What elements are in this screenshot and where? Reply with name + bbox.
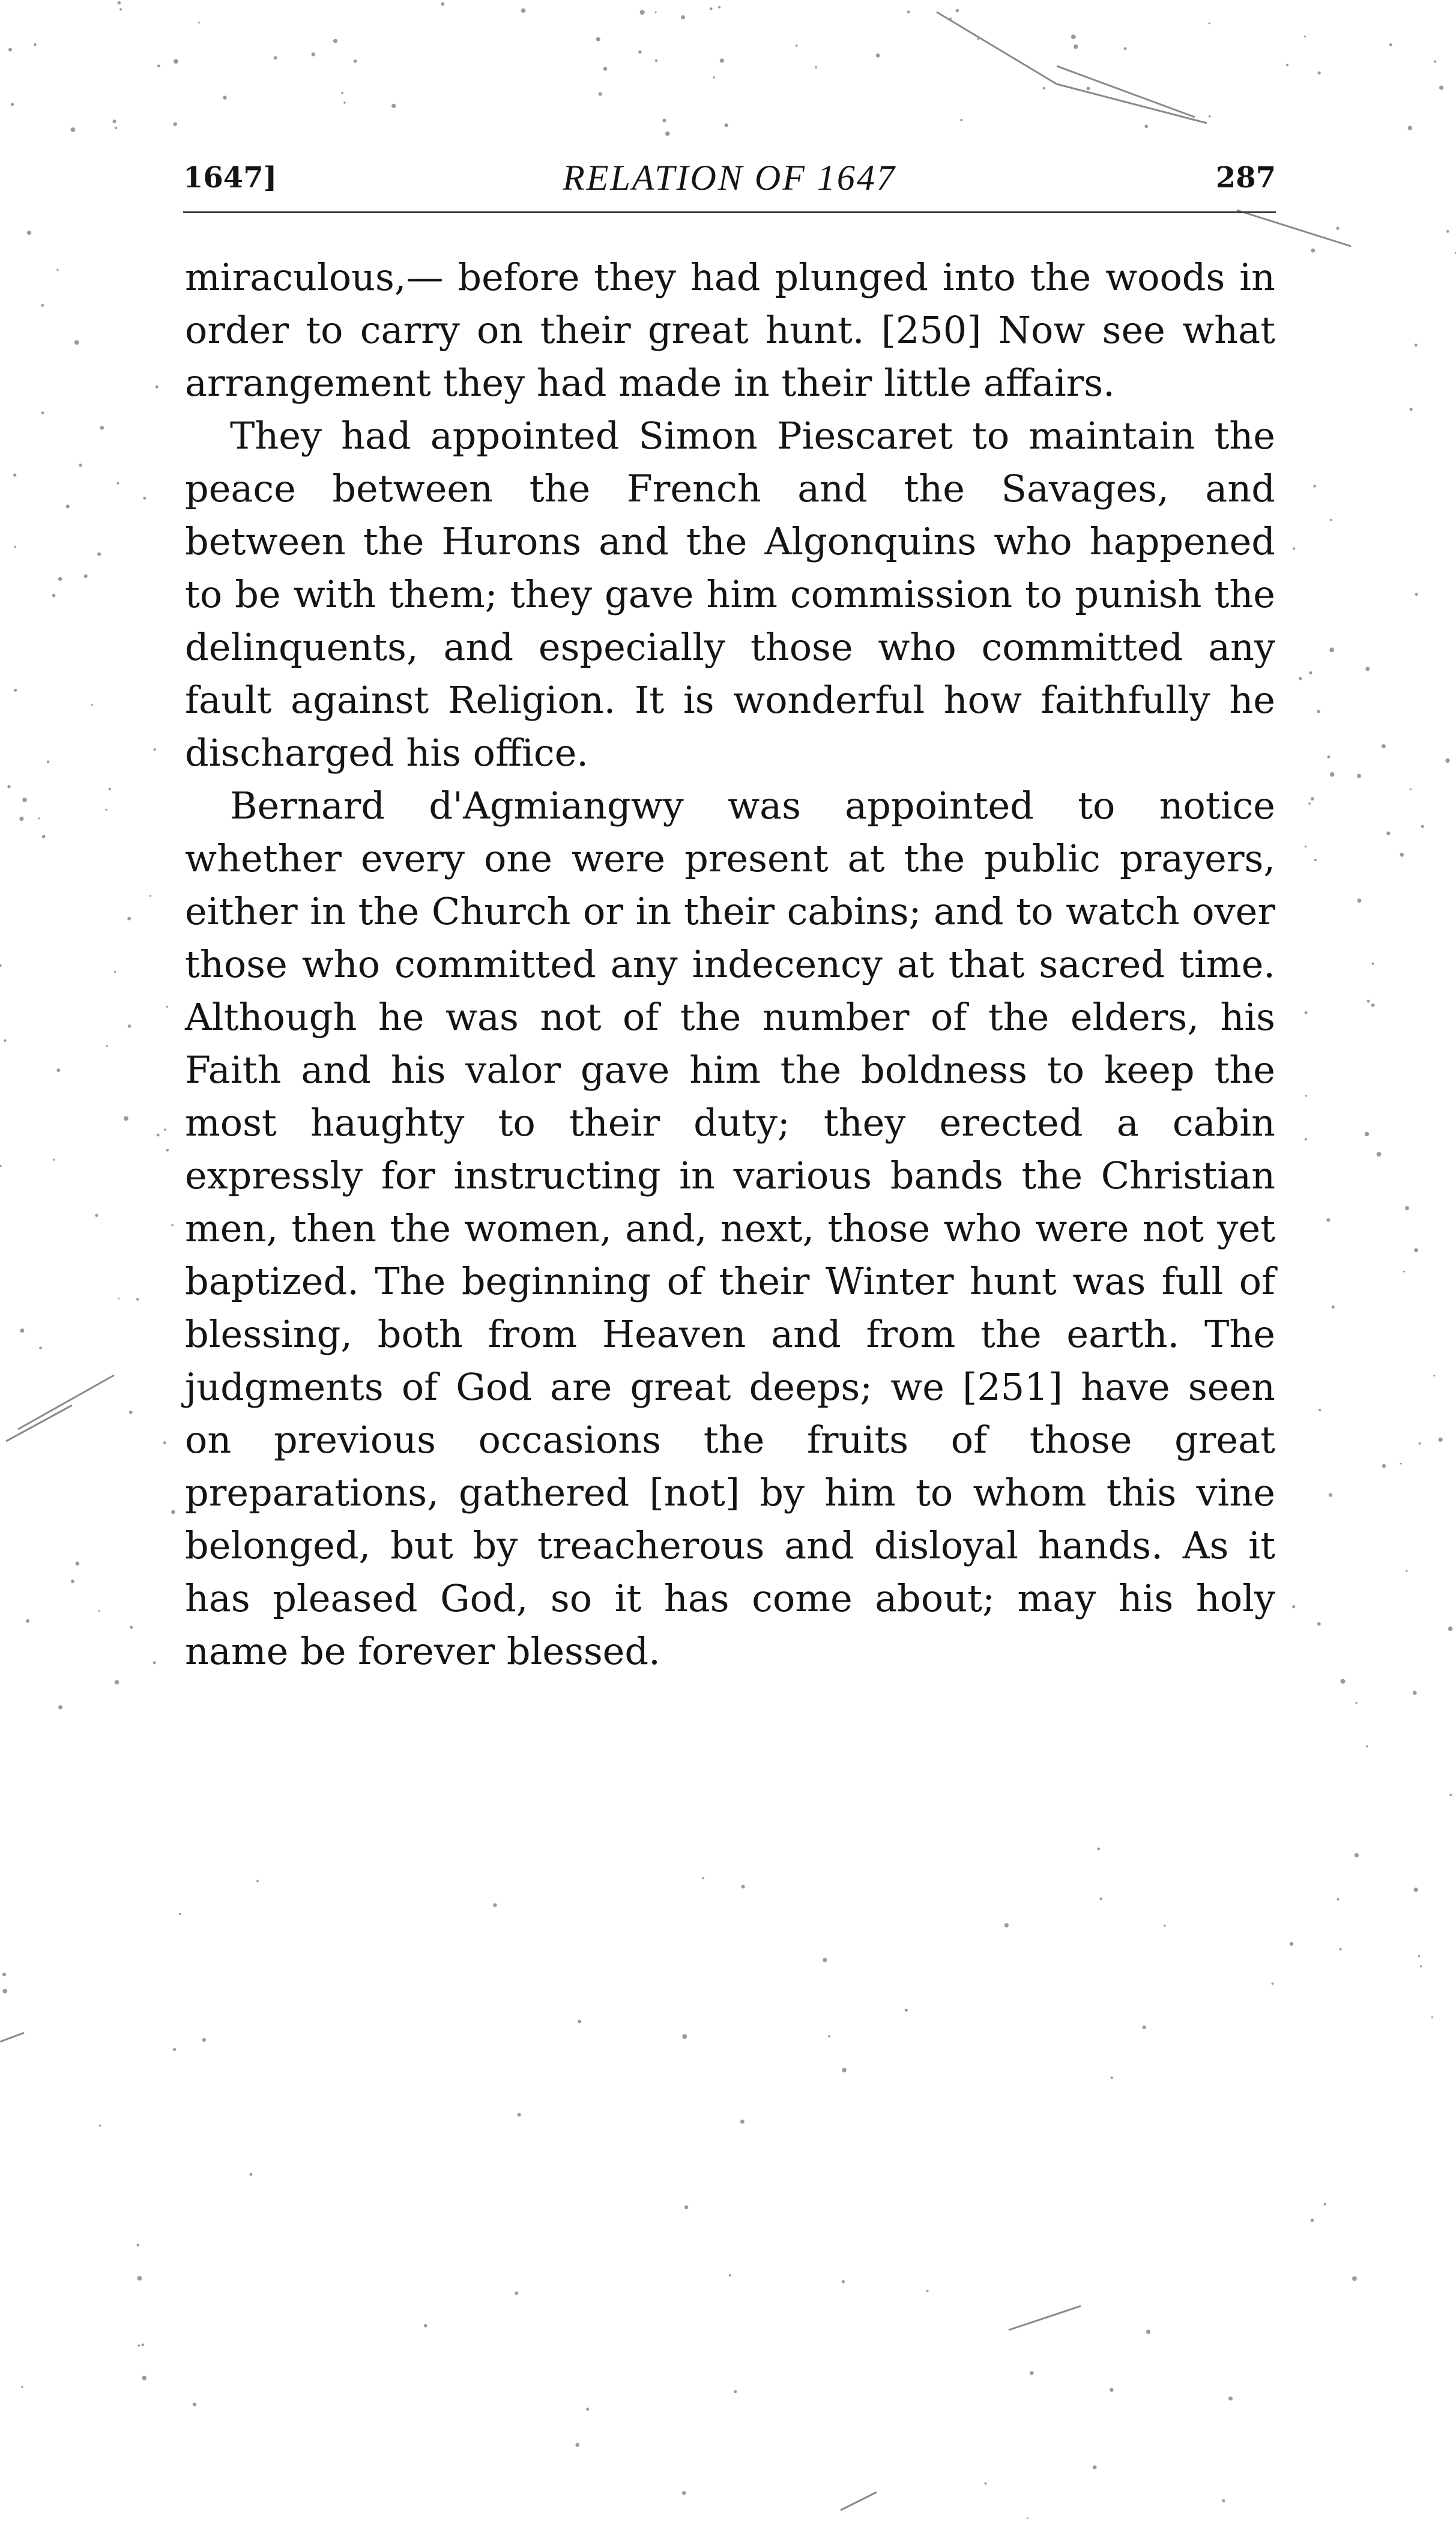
scan-speckle bbox=[154, 748, 156, 751]
header-rule bbox=[183, 211, 1276, 213]
scan-speckle bbox=[718, 6, 720, 8]
scan-speckle bbox=[575, 2443, 579, 2447]
scan-speckle bbox=[20, 1328, 24, 1333]
scan-speckle bbox=[11, 103, 14, 106]
scan-speckle bbox=[1317, 1622, 1321, 1626]
scan-speckle bbox=[115, 1680, 119, 1684]
scan-speckle bbox=[1305, 1011, 1308, 1014]
scan-speckle bbox=[586, 2407, 589, 2410]
scan-speckle bbox=[960, 119, 962, 121]
scan-speckle bbox=[682, 2491, 686, 2495]
scan-speckle bbox=[655, 11, 657, 13]
scan-speckle bbox=[1030, 2371, 1034, 2375]
scan-speckle bbox=[1366, 1745, 1368, 1748]
scan-speckle bbox=[742, 1885, 745, 1889]
scan-speckle bbox=[1314, 859, 1317, 861]
scan-speckle bbox=[7, 785, 10, 788]
scan-speckle bbox=[109, 788, 111, 790]
scan-speckle bbox=[163, 1441, 166, 1444]
scan-speckle bbox=[56, 269, 58, 271]
scan-speckle bbox=[1293, 547, 1295, 549]
scan-speckle bbox=[39, 1346, 42, 1349]
scan-speckle bbox=[1143, 2026, 1146, 2029]
scan-speckle bbox=[153, 1661, 156, 1664]
running-head-title: RELATION OF 1647 bbox=[563, 158, 896, 198]
scan-speckle bbox=[1355, 1853, 1359, 1857]
scan-speckle bbox=[734, 2390, 737, 2393]
scan-speckle bbox=[684, 2205, 688, 2209]
scan-speckle bbox=[1304, 35, 1306, 37]
scan-speckle bbox=[842, 2280, 845, 2283]
paragraph-2: They had appointed Simon Piescaret to maintain the peace between the French and the Savages, and between the Hurons and the Algonquins who happened to be with them; they gave him commission to punish the delinquents, and especially those who committed any fault against Religion. It is wonderful how faithfully he discharged his office. bbox=[185, 414, 1275, 775]
scan-speckle bbox=[956, 9, 959, 12]
scan-speckle bbox=[665, 132, 669, 136]
scan-speckle bbox=[1408, 126, 1412, 130]
scan-speckle bbox=[14, 546, 16, 548]
scan-speckle bbox=[1087, 86, 1090, 90]
scan-speckle bbox=[1290, 1942, 1293, 1946]
scan-speckle bbox=[1400, 853, 1404, 857]
scan-speckle bbox=[1311, 249, 1315, 253]
scan-speckle bbox=[662, 119, 666, 123]
scan-speckle bbox=[1308, 802, 1311, 805]
scan-speckle bbox=[1004, 1923, 1009, 1927]
scan-speckle bbox=[97, 552, 101, 556]
scan-speckle bbox=[137, 2344, 140, 2347]
scan-speckle bbox=[198, 22, 200, 23]
scan-speckle bbox=[1329, 647, 1334, 652]
scan-speckle bbox=[157, 64, 160, 67]
scan-speckle bbox=[42, 835, 46, 838]
scan-speckle bbox=[137, 2276, 142, 2281]
scan-speckle bbox=[578, 2020, 581, 2023]
scan-speckle bbox=[702, 1877, 704, 1880]
scan-speckle bbox=[603, 67, 608, 71]
scan-speckle bbox=[71, 127, 76, 132]
scan-speckle bbox=[518, 2113, 521, 2117]
scan-speckle bbox=[13, 473, 16, 476]
scan-speckle bbox=[91, 704, 92, 706]
scan-speckle bbox=[333, 39, 337, 43]
scan-speckle bbox=[1110, 2388, 1113, 2392]
scan-speckle bbox=[127, 917, 131, 921]
scan-speckle bbox=[1305, 846, 1306, 847]
scan-speckle bbox=[343, 101, 346, 104]
scan-speckle bbox=[105, 809, 107, 811]
scan-speckle bbox=[22, 797, 27, 802]
scan-speckle bbox=[1071, 34, 1076, 39]
scan-speckle bbox=[1445, 758, 1449, 763]
scan-speckle bbox=[725, 123, 728, 127]
scan-speckle bbox=[1336, 227, 1339, 230]
scan-speckle bbox=[1305, 1095, 1307, 1097]
scan-speckle bbox=[47, 760, 50, 763]
scan-speckle bbox=[1413, 1691, 1417, 1695]
scan-speckle bbox=[179, 1913, 181, 1916]
scan-speckle bbox=[1124, 47, 1127, 50]
scan-speckle bbox=[21, 2386, 23, 2388]
scan-speckle bbox=[8, 48, 12, 52]
scan-speckle bbox=[1357, 774, 1361, 778]
scan-speckle bbox=[2, 1989, 7, 1994]
running-head bbox=[183, 157, 1276, 205]
scan-speckle bbox=[4, 1040, 6, 1042]
scan-speckle bbox=[1410, 408, 1413, 411]
scan-speckle bbox=[1330, 772, 1335, 777]
scan-speckle bbox=[174, 123, 177, 126]
scan-speckle bbox=[1382, 744, 1386, 748]
scan-speckle bbox=[710, 7, 713, 10]
scan-speckle bbox=[493, 1903, 497, 1907]
scan-speckle bbox=[38, 817, 40, 819]
paragraph-1: miraculous,— before they had plunged into the woods in order to carry on their great hunt. [250] Now see what arrangement they had made in their little affairs. bbox=[185, 255, 1275, 405]
scan-speckle bbox=[926, 2290, 929, 2292]
scan-speckle bbox=[1371, 963, 1374, 965]
scan-speckle bbox=[1414, 1887, 1418, 1892]
paragraph-3: Bernard d'Agmiangwy was appointed to notice whether every one were present at the public prayers, either in the Church or in their cabins; and to watch over those who committed any indecency at that sacred time. Although he was not of the number of the elders, his Faith and his valor gave him the boldness to keep the most haughty to their duty; they erected a cabin expressly for instructing in various bands the Christian men, then the women, and, next, those who were not yet baptized. The beginning of their Winter hunt was full of blessing, both from Heaven and from the earth. The judgments of God are great deeps; we [251] have seen on previous occasions the fruits of those great preparations, gathered [not] by him to whom this vine belonged, but by treacherous and disloyal hands. As it has pleased God, so it has come about; may his holy name be forever blessed. bbox=[185, 784, 1275, 1673]
scan-speckle bbox=[223, 95, 226, 99]
scan-speckle bbox=[740, 2120, 745, 2124]
scan-speckle bbox=[1419, 1442, 1421, 1445]
scan-speckle bbox=[113, 120, 116, 123]
scan-speckle bbox=[842, 2068, 846, 2072]
scan-speckle bbox=[1352, 2276, 1357, 2281]
scan-speckle bbox=[515, 2292, 518, 2295]
scan-speckle bbox=[1439, 86, 1443, 90]
scan-speckle bbox=[171, 1510, 175, 1515]
scan-speckle bbox=[1319, 1409, 1321, 1411]
scan-speckle bbox=[1420, 1966, 1422, 1968]
scan-speckle bbox=[0, 1165, 2, 1167]
scan-speckle bbox=[391, 104, 396, 108]
scan-speckle bbox=[713, 76, 716, 79]
scan-speckle bbox=[114, 971, 116, 973]
scan-speckle bbox=[640, 10, 645, 15]
scan-speckle bbox=[174, 59, 178, 64]
scan-speckle bbox=[106, 1045, 108, 1047]
scan-speckle bbox=[1144, 125, 1148, 129]
scan-speckle bbox=[1027, 2517, 1029, 2519]
scan-speckle bbox=[128, 1024, 131, 1028]
scan-speckle bbox=[1357, 898, 1361, 903]
scan-speckle bbox=[681, 15, 685, 19]
scan-speckle bbox=[1074, 44, 1078, 49]
scan-speckle bbox=[156, 386, 159, 389]
scan-speckle bbox=[1292, 1605, 1295, 1608]
scan-speckle bbox=[312, 52, 315, 56]
scan-speckle bbox=[655, 59, 657, 62]
scan-speckle bbox=[441, 2, 444, 6]
scan-speckle bbox=[2, 1973, 6, 1976]
scan-speckle bbox=[1286, 64, 1288, 66]
scan-speckle bbox=[1093, 2465, 1097, 2469]
scan-speckle bbox=[173, 2048, 176, 2051]
scan-speckle bbox=[53, 1158, 55, 1160]
running-head-year: 1647] bbox=[183, 161, 277, 195]
scan-speckle bbox=[828, 2035, 830, 2038]
scan-speckle bbox=[1449, 1794, 1452, 1796]
scan-speckle bbox=[1415, 593, 1418, 596]
scan-speckle bbox=[1272, 1982, 1274, 1985]
scan-speckle bbox=[1438, 1438, 1442, 1442]
scan-speckle bbox=[1448, 1626, 1453, 1631]
scan-speckle bbox=[1332, 1306, 1335, 1309]
scan-speckle bbox=[1340, 1948, 1342, 1950]
scan-speckle bbox=[0, 964, 2, 967]
scan-speckle bbox=[1377, 1152, 1382, 1157]
scan-speckle bbox=[129, 1411, 133, 1414]
scan-speckle bbox=[1365, 1132, 1369, 1136]
scan-speckle bbox=[1365, 667, 1370, 671]
scan-speckle bbox=[682, 2034, 687, 2039]
scan-speckle bbox=[136, 1298, 139, 1300]
scan-speckle bbox=[143, 497, 146, 500]
scan-speckle bbox=[56, 1068, 60, 1072]
scan-speckle bbox=[1410, 788, 1412, 790]
scan-speckle bbox=[100, 426, 104, 430]
scan-speckle bbox=[137, 2244, 140, 2247]
scan-speckle bbox=[796, 44, 798, 47]
scan-speckle bbox=[949, 17, 952, 20]
scan-speckle bbox=[1434, 60, 1436, 62]
scan-speckle bbox=[876, 53, 880, 58]
scan-speckle bbox=[984, 2483, 986, 2485]
scan-speckle bbox=[1329, 1493, 1332, 1496]
scan-speckle bbox=[1330, 519, 1332, 521]
scan-speckle bbox=[98, 1610, 100, 1612]
scan-speckle bbox=[99, 2125, 101, 2127]
scan-speckle bbox=[815, 66, 817, 68]
scan-speckle bbox=[1222, 2499, 1225, 2502]
scan-speckle bbox=[130, 1626, 133, 1629]
scan-speckle bbox=[1371, 1003, 1375, 1007]
scan-speckle bbox=[1311, 2219, 1314, 2223]
scan-speckle bbox=[95, 1214, 98, 1217]
scan-speckle bbox=[1317, 710, 1320, 713]
scan-speckle bbox=[1313, 485, 1316, 488]
scan-speckle bbox=[79, 464, 82, 467]
scan-speckle bbox=[1305, 1138, 1307, 1140]
scan-speckle bbox=[521, 8, 525, 13]
scan-speckle bbox=[638, 50, 642, 54]
scan-speckle bbox=[1341, 1679, 1346, 1684]
scan-speckle bbox=[274, 56, 277, 60]
scan-speckle bbox=[1418, 1955, 1421, 1958]
body-text bbox=[185, 251, 1275, 1678]
scan-speckle bbox=[150, 895, 151, 897]
scan-speckle bbox=[424, 2324, 427, 2328]
scan-speckle bbox=[74, 340, 79, 345]
scan-speckle bbox=[124, 1116, 128, 1121]
scan-speckle bbox=[1337, 1898, 1340, 1901]
scan-speckle bbox=[1209, 22, 1210, 24]
scan-speckle bbox=[119, 8, 122, 11]
scan-speckle bbox=[720, 58, 724, 62]
scan-speckle bbox=[1403, 1271, 1405, 1273]
scan-speckle bbox=[116, 482, 119, 485]
scan-speckle bbox=[1415, 343, 1418, 347]
scan-speckle bbox=[118, 1, 121, 5]
scan-speckle bbox=[1367, 1000, 1370, 1003]
scan-speckle bbox=[41, 411, 44, 414]
scan-speckle bbox=[58, 577, 62, 581]
scan-speckle bbox=[1433, 1375, 1435, 1376]
scan-speckle bbox=[599, 92, 602, 96]
scan-speckle bbox=[118, 1298, 119, 1300]
scan-speckle bbox=[596, 37, 600, 41]
scan-speckle bbox=[26, 1619, 29, 1623]
scan-speckle bbox=[1446, 230, 1449, 233]
scan-speckle bbox=[354, 59, 357, 63]
scan-speckle bbox=[1299, 677, 1302, 680]
scan-speckle bbox=[1164, 1925, 1166, 1927]
scan-speckle bbox=[1400, 1463, 1402, 1465]
scan-speckle bbox=[1382, 1464, 1386, 1468]
scan-speckle bbox=[1386, 832, 1390, 835]
scan-speckle bbox=[1311, 797, 1314, 800]
scan-speckle bbox=[1431, 2017, 1433, 2018]
scan-speckle bbox=[907, 10, 910, 13]
scan-speckle bbox=[1327, 755, 1330, 758]
scan-speckle bbox=[1097, 1848, 1100, 1851]
scan-speckle bbox=[1406, 1570, 1407, 1572]
page-number: 287 bbox=[1215, 161, 1276, 195]
scan-speckle bbox=[76, 1561, 80, 1566]
scan-speckle bbox=[84, 574, 88, 578]
scan-speckle bbox=[1389, 43, 1392, 46]
scan-speckle bbox=[1318, 71, 1321, 74]
scan-speckle bbox=[1421, 825, 1424, 828]
scan-speckle bbox=[1146, 2329, 1150, 2334]
scan-speckle bbox=[1209, 115, 1211, 118]
scan-speckle bbox=[1324, 2203, 1326, 2205]
scan-speckle bbox=[1228, 2397, 1233, 2401]
scan-speckle bbox=[1405, 1206, 1409, 1210]
scan-speckle bbox=[142, 2343, 144, 2346]
scan-speckle bbox=[71, 1579, 74, 1583]
scan-speckle bbox=[341, 92, 343, 94]
scan-speckle bbox=[1309, 671, 1312, 674]
scan-speckle bbox=[58, 1705, 62, 1710]
scan-speckle bbox=[14, 689, 17, 692]
scan-speckle bbox=[157, 1134, 160, 1137]
scan-speckle bbox=[249, 2173, 252, 2176]
scan-speckle bbox=[905, 2009, 908, 2012]
scan-speckle bbox=[193, 2403, 196, 2406]
scan-speckle bbox=[27, 231, 31, 235]
scan-speckle bbox=[171, 1224, 174, 1226]
scan-speckle bbox=[729, 2274, 731, 2277]
scan-speckle bbox=[19, 817, 23, 821]
scan-speckle bbox=[202, 2038, 206, 2042]
scan-speckle bbox=[115, 127, 117, 129]
scan-speckle bbox=[34, 43, 37, 46]
scan-speckle bbox=[1111, 2077, 1113, 2079]
scan-speckle bbox=[1326, 1218, 1330, 1222]
scan-speckle bbox=[41, 304, 44, 307]
scan-speckle bbox=[166, 1149, 169, 1152]
scan-speckle bbox=[1355, 1702, 1357, 1704]
scan-speckle bbox=[977, 38, 979, 40]
scan-speckle bbox=[164, 1128, 166, 1131]
scan-speckle bbox=[1414, 1248, 1418, 1252]
scan-speckle bbox=[823, 1958, 827, 1962]
scan-speckle bbox=[166, 1006, 168, 1008]
scan-speckle bbox=[256, 1880, 259, 1883]
scan-speckle bbox=[66, 504, 70, 508]
scan-speckle bbox=[1042, 87, 1045, 89]
scan-speckle bbox=[142, 2376, 147, 2380]
scan-speckle bbox=[52, 594, 56, 598]
scan-speckle bbox=[1099, 1898, 1102, 1901]
